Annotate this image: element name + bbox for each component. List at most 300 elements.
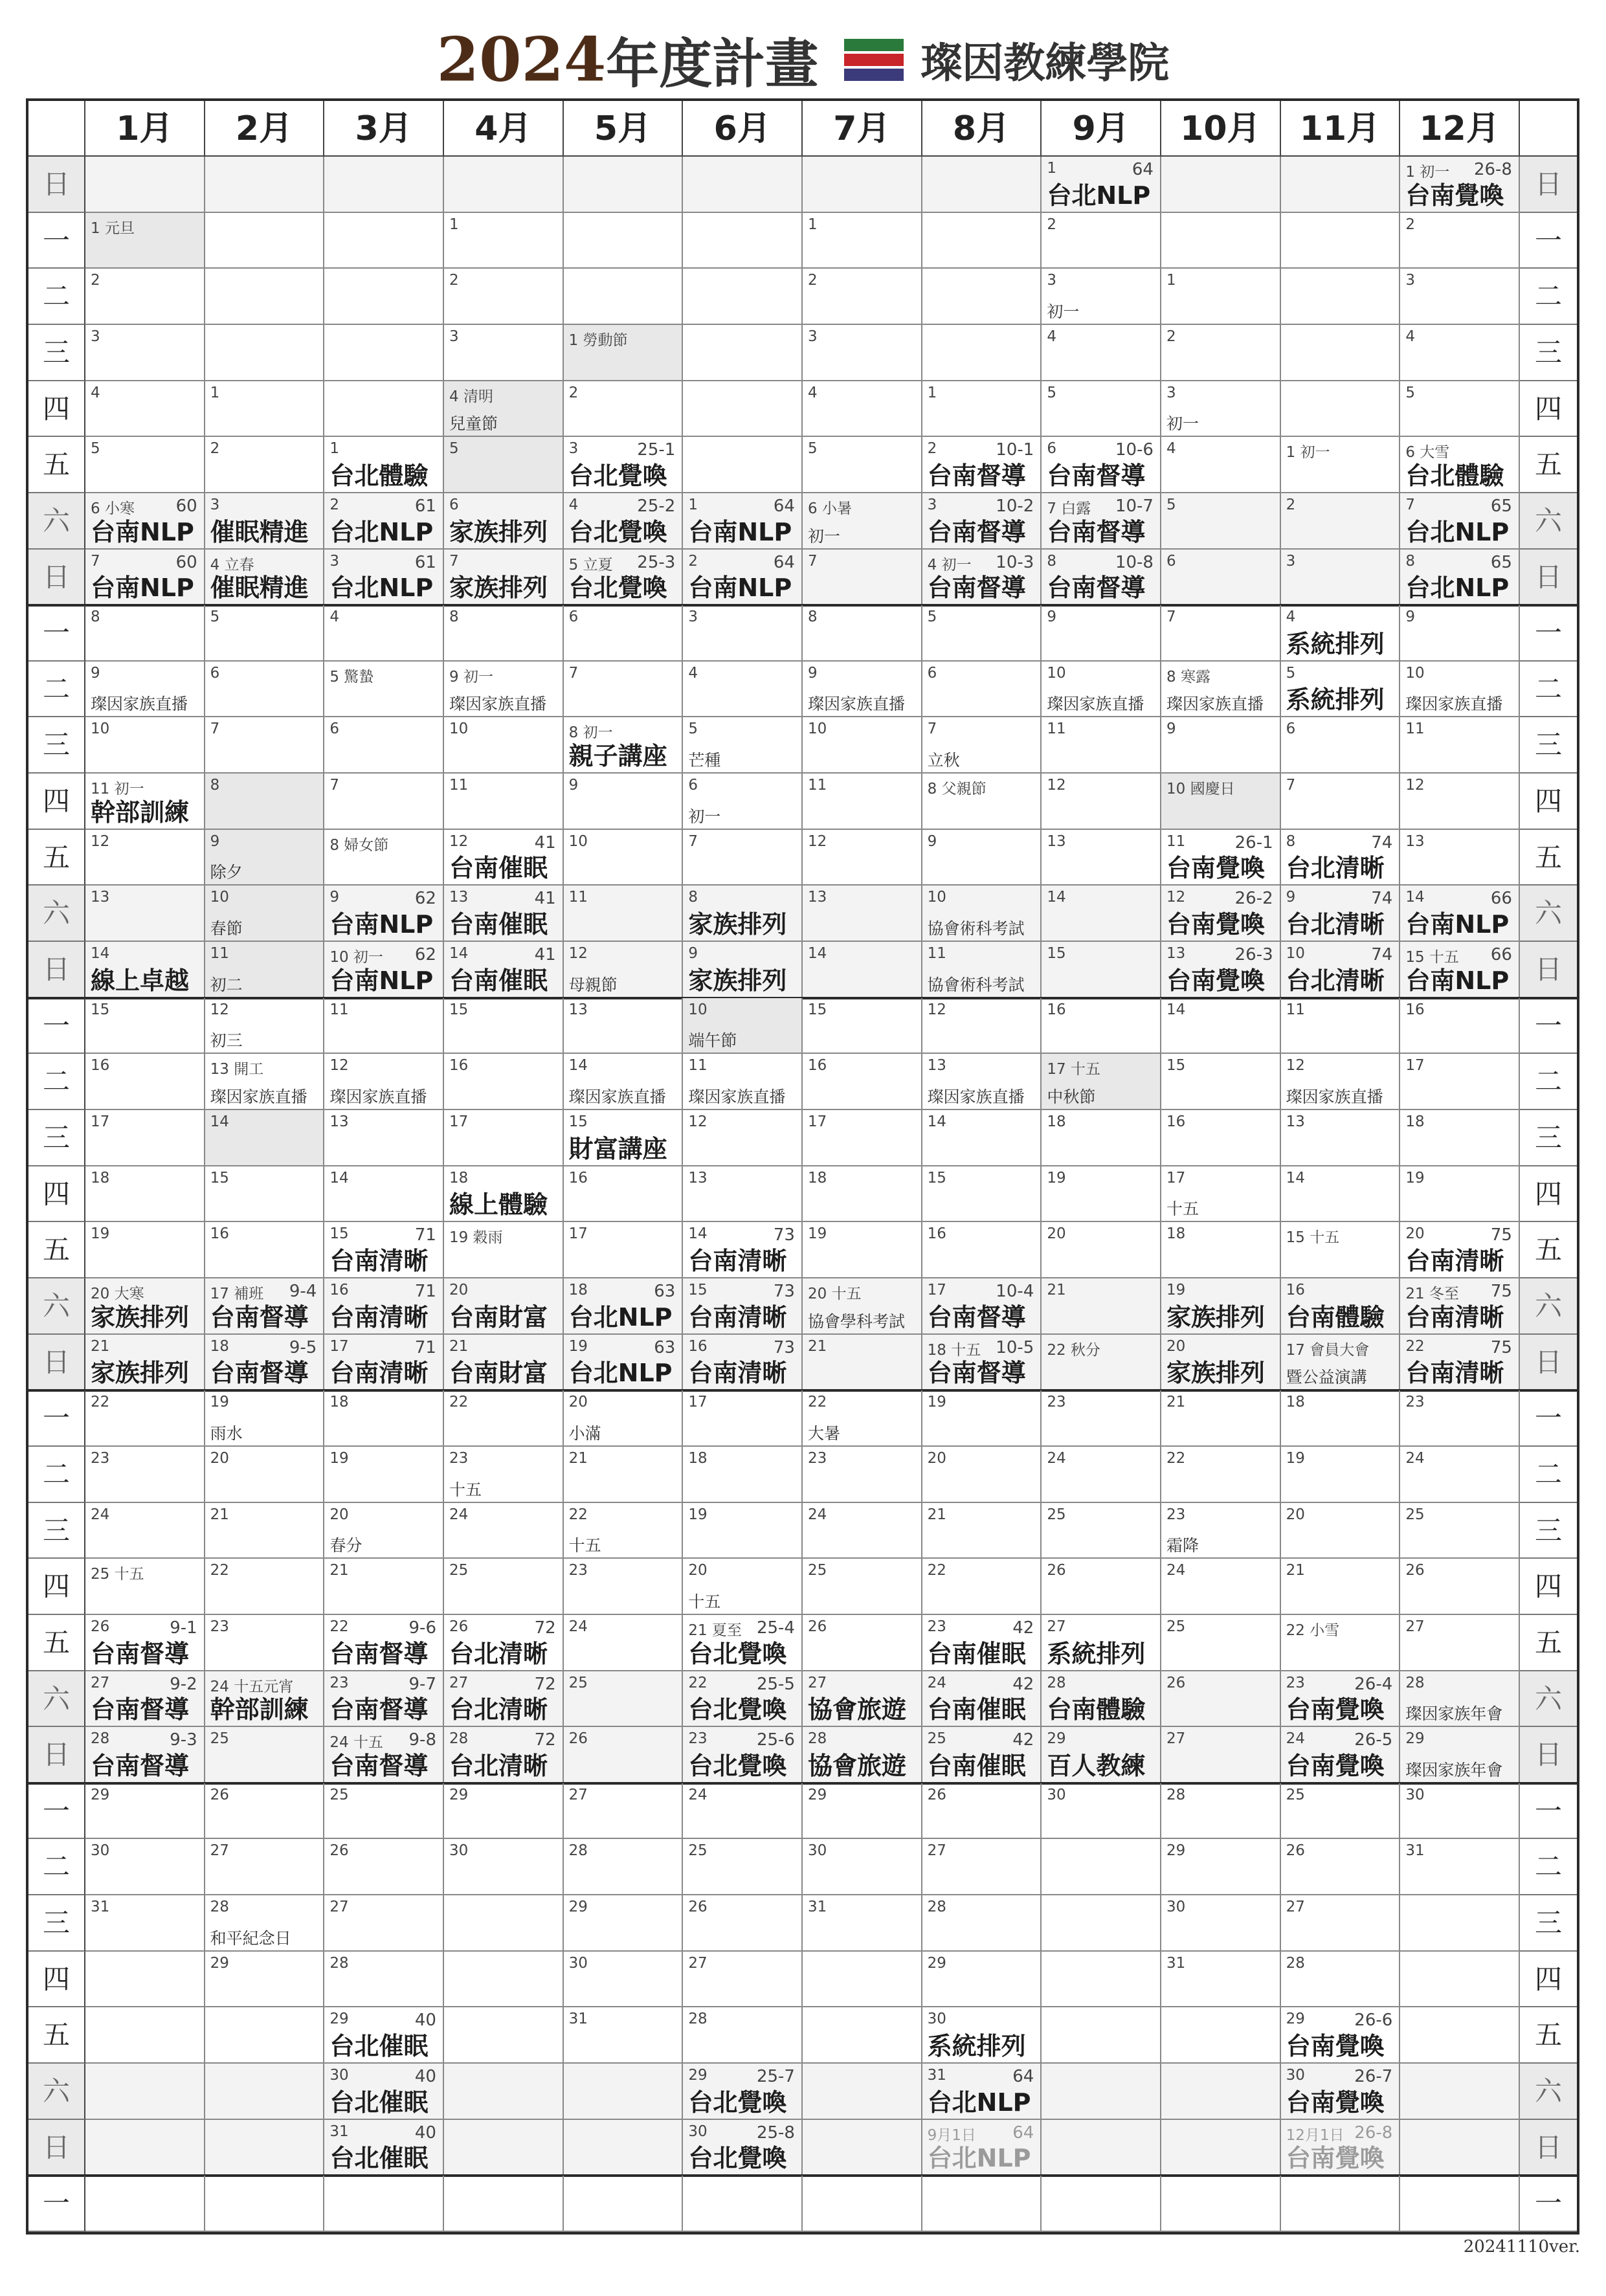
event-label: 催眠精進 [210,574,309,603]
event-label: 台北NLP [927,2144,1031,2173]
session-code: 10-5 [996,1337,1034,1357]
day-number: 29 [568,1899,588,1916]
day-cell [1400,1278,1520,1335]
title-wrap [0,22,1606,98]
cell-note: 芒種 [688,751,721,770]
day-number: 10 [1405,664,1425,682]
session-code: 75 [1490,1281,1512,1301]
day-number: 14 [1286,1169,1305,1187]
day-number: 16 [568,1169,588,1187]
day-number: 10 [688,1001,708,1018]
day-number: 1 [329,440,339,458]
event-label: 線上卓越 [91,966,190,995]
day-cell [1042,269,1161,325]
day-cell [922,830,1042,886]
day-cell [85,2176,205,2232]
event-label: 台南督導 [927,517,1026,546]
day-number: 17 十五 [1047,1061,1100,1078]
cell-note: 璨因家族直播 [808,695,906,714]
cell-note: 霜降 [1166,1536,1199,1555]
cell-note: 春節 [210,919,243,939]
day-number: 26 [1166,1674,1186,1691]
cell-note: 兒童節 [449,414,498,434]
day-number: 7 [808,552,818,570]
session-code: 25-2 [637,496,676,516]
weekday-label: 日 [1520,2120,1577,2176]
day-cell [85,213,205,269]
event-label: 台北催眠 [329,2032,429,2061]
weekday-label: 日 [1520,1727,1577,1783]
day-number: 8 婦女節 [329,836,389,854]
event-label: 台南覺喚 [1286,2032,1385,2061]
cell-note: 端午節 [688,1031,737,1051]
cell-note: 初一 [808,526,841,546]
session-code: 10-2 [996,496,1034,516]
day-cell [1400,717,1520,774]
day-cell [324,774,444,830]
session-code: 66 [1490,889,1512,909]
day-number: 28 [1047,1674,1066,1691]
day-number: 29 [449,1786,469,1803]
day-number: 18 十五 [927,1341,981,1359]
day-cell [564,1390,684,1447]
day-number: 28 [808,1730,827,1748]
day-cell [922,1671,1042,1728]
day-cell [922,2007,1042,2064]
day-cell [922,2120,1042,2176]
day-number: 6 [329,720,339,738]
session-code: 64 [1012,2123,1034,2143]
day-cell [444,269,564,325]
day-number: 15 [210,1169,229,1187]
day-cell [85,325,205,381]
day-number: 5 [927,608,937,626]
day-number: 15 [568,1113,588,1131]
day-number: 1 初一 [1286,444,1330,462]
event-label: 台南NLP [329,910,434,939]
day-cell [683,2007,803,2064]
day-cell [683,1054,803,1110]
day-number: 23 [927,1618,946,1635]
day-cell [1161,998,1281,1054]
event-label: 百人教練 [1047,1751,1146,1780]
day-number: 2 [449,272,459,289]
day-cell [444,550,564,606]
event-label: 台北覺喚 [688,1751,787,1780]
day-number: 14 [688,1225,708,1243]
academy-name: 璨因教練學院 [920,39,1170,88]
day-cell [205,774,325,830]
day-number: 18 [808,1169,827,1187]
day-cell [564,1783,684,1840]
event-label: 台北清晰 [449,1751,548,1780]
cell-note: 璨因家族年會 [1405,1704,1503,1724]
day-number: 17 [449,1113,469,1131]
day-cell [1400,1110,1520,1166]
cell-note: 十五 [568,1536,601,1555]
day-number: 19 穀雨 [449,1229,503,1247]
day-cell [564,1503,684,1559]
day-number: 31 [91,1899,110,1916]
cell-note: 璨因家族直播 [1286,1087,1383,1107]
day-cell [324,662,444,718]
day-cell [922,1222,1042,1278]
event-label: 台南督導 [927,1302,1026,1332]
day-number: 22 [1405,1337,1425,1355]
day-number: 14 [449,945,469,963]
day-number: 2 [1405,216,1415,233]
day-cell [205,662,325,718]
day-cell [683,437,803,493]
day-number: 8 父親節 [927,781,987,798]
session-code: 10-7 [1115,496,1154,516]
day-number: 16 [329,1281,349,1298]
day-cell [1042,662,1161,718]
session-code: 26-3 [1234,945,1273,965]
session-code: 60 [175,552,197,572]
day-number: 29 [1286,2011,1305,2028]
day-cell [205,1390,325,1447]
day-number: 5 [91,440,100,458]
day-cell [1400,1615,1520,1671]
day-cell [803,1278,922,1335]
day-cell [1042,774,1161,830]
day-cell [922,1615,1042,1671]
session-code: 64 [773,496,795,516]
day-cell [444,605,564,662]
day-number: 28 [1405,1674,1425,1691]
day-cell [1161,830,1281,886]
cell-note: 璨因家族年會 [1405,1760,1503,1779]
day-number: 10 [1047,664,1066,682]
weekday-label: 日 [1520,157,1577,213]
session-code: 9-1 [170,1618,197,1638]
day-number: 26 [1047,1562,1066,1579]
day-number: 9 [1047,608,1056,626]
day-number: 21 冬至 [1405,1285,1459,1302]
weekday-label: 一 [28,1390,85,1447]
day-number: 12月1日 [1286,2126,1344,2144]
day-cell [1281,437,1401,493]
day-number: 21 [1286,1562,1305,1579]
day-number: 2 [1286,496,1296,513]
month-header: 2月 [205,101,325,157]
event-label: 台北NLP [1405,574,1510,603]
day-cell [1042,1503,1161,1559]
session-code: 63 [654,1337,676,1357]
weekday-label: 四 [28,774,85,830]
day-number: 20 [927,1449,946,1467]
day-cell [205,1895,325,1952]
day-number: 21 夏至 [688,1622,742,1639]
day-number: 23 [210,1618,229,1635]
day-cell [683,1390,803,1447]
day-number: 7 [210,720,220,738]
day-number: 1 [688,496,698,513]
day-cell [1400,1166,1520,1223]
day-cell [922,213,1042,269]
day-number: 2 [1047,216,1056,233]
day-number: 30 [449,1842,469,1860]
session-code: 40 [414,2067,436,2087]
day-number: 30 [688,2123,708,2140]
day-cell [1400,1727,1520,1783]
event-label: 台北NLP [329,574,434,603]
day-number: 15 [688,1281,708,1298]
day-number: 20 [568,1394,588,1411]
session-code: 10-6 [1115,440,1154,460]
event-label: 台南清晰 [688,1302,787,1332]
weekday-label: 日 [28,1727,85,1783]
day-number: 23 [1166,1506,1186,1523]
day-number: 19 [91,1225,110,1243]
day-cell [1042,1952,1161,2008]
weekday-label: 一 [1520,605,1577,662]
day-cell [683,1615,803,1671]
day-cell [1161,1559,1281,1615]
weekday-label: 二 [1520,662,1577,718]
day-cell [1281,1671,1401,1728]
day-cell [564,437,684,493]
cell-note: 協會學科考試 [808,1311,906,1331]
day-number: 16 [1405,1001,1425,1018]
session-code: 9-8 [408,1730,436,1750]
day-cell [1161,886,1281,942]
day-number: 16 [808,1057,827,1075]
day-number: 30 [91,1842,110,1860]
day-cell [1400,662,1520,718]
day-cell [205,1839,325,1895]
day-cell [803,325,922,381]
day-cell [444,1166,564,1223]
cell-note: 立秋 [927,751,960,770]
event-label: 台北清晰 [449,1639,548,1668]
weekday-label: 三 [1520,1895,1577,1952]
event-label: 台北覺喚 [568,461,667,490]
cell-note: 大暑 [808,1423,841,1443]
event-label: 台南NLP [91,517,194,546]
day-cell [205,325,325,381]
day-cell [1161,2120,1281,2176]
day-cell [1400,1559,1520,1615]
day-cell [1042,1278,1161,1335]
day-number: 6 小暑 [808,500,852,517]
day-number: 22 [1166,1449,1186,1467]
day-number: 19 [808,1225,827,1243]
day-cell [683,662,803,718]
weekday-label: 二 [28,1054,85,1110]
day-cell [1400,1783,1520,1840]
day-cell [1161,157,1281,213]
weekday-label: 六 [1520,1278,1577,1335]
event-label: 家族排列 [91,1302,190,1332]
day-number: 27 [1047,1618,1066,1635]
day-number: 25 [1286,1786,1305,1803]
day-cell [922,774,1042,830]
day-number: 13 [1405,832,1425,850]
day-cell [1042,1895,1161,1952]
day-number: 27 [927,1842,946,1860]
day-number: 10 [210,889,229,906]
day-cell [85,1166,205,1223]
event-label: 台北覺喚 [688,1695,787,1724]
day-cell [564,774,684,830]
day-cell [324,2120,444,2176]
day-cell [1161,605,1281,662]
day-cell [1400,998,1520,1054]
day-number: 20 [1286,1506,1305,1523]
day-cell [564,717,684,774]
day-cell [205,1166,325,1223]
day-number: 14 [210,1113,229,1131]
day-number: 7 [1166,608,1176,626]
weekday-label: 一 [28,1783,85,1840]
day-cell [444,830,564,886]
day-number: 30 [1166,1899,1186,1916]
weekday-label: 四 [1520,1952,1577,2008]
day-number: 19 [1047,1169,1066,1187]
day-cell [1281,1054,1401,1110]
day-cell [803,774,922,830]
day-number: 15 [91,1001,110,1018]
day-number: 4 [808,384,818,401]
event-label: 系統排列 [1047,1639,1146,1668]
cell-note: 初三 [210,1031,243,1051]
weekday-label: 一 [28,998,85,1054]
day-cell [803,2176,922,2232]
day-number: 14 [1166,1001,1186,1018]
session-code: 25-8 [756,2123,795,2143]
day-cell [1400,1390,1520,1447]
day-number: 10 [91,720,110,738]
day-cell [205,2064,325,2120]
day-number: 29 [1047,1730,1066,1748]
day-cell [1281,2120,1401,2176]
day-cell [444,998,564,1054]
event-label: 台南督導 [91,1639,190,1668]
weekday-label: 四 [1520,1559,1577,1615]
weekday-label: 日 [1520,550,1577,606]
day-number: 1 初一 [1405,164,1450,181]
cell-note: 初一 [1166,414,1199,434]
day-number: 9 初一 [449,668,493,685]
session-code: 64 [773,552,795,572]
day-number: 17 [808,1113,827,1131]
weekday-label: 五 [28,1615,85,1671]
day-number: 13 開工 [210,1061,264,1078]
day-cell [683,774,803,830]
event-label: 台南清晰 [688,1246,787,1275]
day-number: 1 元旦 [91,219,135,237]
session-code: 73 [773,1225,795,1245]
event-label: 台南催眠 [449,854,548,883]
day-number: 28 [1166,1786,1186,1803]
day-cell [1281,830,1401,886]
day-number: 29 [688,2067,708,2084]
day-cell [1161,1390,1281,1447]
session-code: 61 [414,496,436,516]
day-cell [1400,886,1520,942]
day-number: 12 [1405,777,1425,794]
page-title: 年度計畫 [606,34,819,95]
day-number: 3 [1405,272,1415,289]
day-cell [1400,2176,1520,2232]
month-header: 1月 [85,101,205,157]
weekday-label: 五 [28,437,85,493]
event-label: 台南督導 [329,1639,429,1668]
day-cell [1281,325,1401,381]
day-cell [803,269,922,325]
day-number: 28 [91,1730,110,1748]
day-cell [1042,325,1161,381]
day-number: 31 [329,2123,349,2140]
day-cell [803,830,922,886]
day-number: 24 [1166,1562,1186,1579]
day-cell [1161,1166,1281,1223]
day-number: 16 [1047,1001,1066,1018]
day-number: 2 [927,440,937,458]
day-cell [85,717,205,774]
day-cell [1161,2007,1281,2064]
day-cell [683,1166,803,1223]
day-number: 28 [449,1730,469,1748]
session-code: 9-2 [170,1674,197,1694]
cell-note: 璨因家族直播 [1166,695,1264,714]
day-cell [564,998,684,1054]
day-cell [1281,1559,1401,1615]
day-number: 5 [210,608,220,626]
day-cell [324,1278,444,1335]
day-number: 24 [1286,1730,1305,1748]
day-cell [1281,998,1401,1054]
day-number: 10 初一 [329,949,383,966]
day-cell [1161,1839,1281,1895]
day-cell [922,2064,1042,2120]
day-number: 25 [329,1786,349,1803]
day-cell [1161,1952,1281,2008]
event-label: 台北催眠 [329,2144,429,2173]
day-cell [1042,1671,1161,1728]
day-cell [205,1278,325,1335]
day-cell [1042,1335,1161,1391]
day-number: 10 [1286,945,1305,963]
day-number: 24 十五 [329,1734,383,1752]
day-number: 19 [210,1394,229,1411]
day-cell [324,942,444,998]
weekday-label: 二 [1520,1447,1577,1503]
event-label: 台南清晰 [1405,1302,1504,1332]
day-cell [683,886,803,942]
day-number: 15 [449,1001,469,1018]
day-cell [1161,1110,1281,1166]
day-number: 15 [329,1225,349,1243]
day-number: 24 [1405,1449,1425,1467]
day-number: 16 [1166,1113,1186,1131]
day-cell [205,1727,325,1783]
day-cell [1281,1783,1401,1840]
day-cell [803,1895,922,1952]
day-cell [205,550,325,606]
event-label: 台北NLP [1405,517,1510,546]
day-number: 3 [329,552,339,570]
day-cell [1281,605,1401,662]
event-label: 台北NLP [1047,181,1151,210]
session-code: 10-8 [1115,552,1154,572]
day-cell [1161,1671,1281,1728]
event-label: 台南覺喚 [1166,854,1266,883]
day-cell [1281,774,1401,830]
day-number: 15 [927,1169,946,1187]
